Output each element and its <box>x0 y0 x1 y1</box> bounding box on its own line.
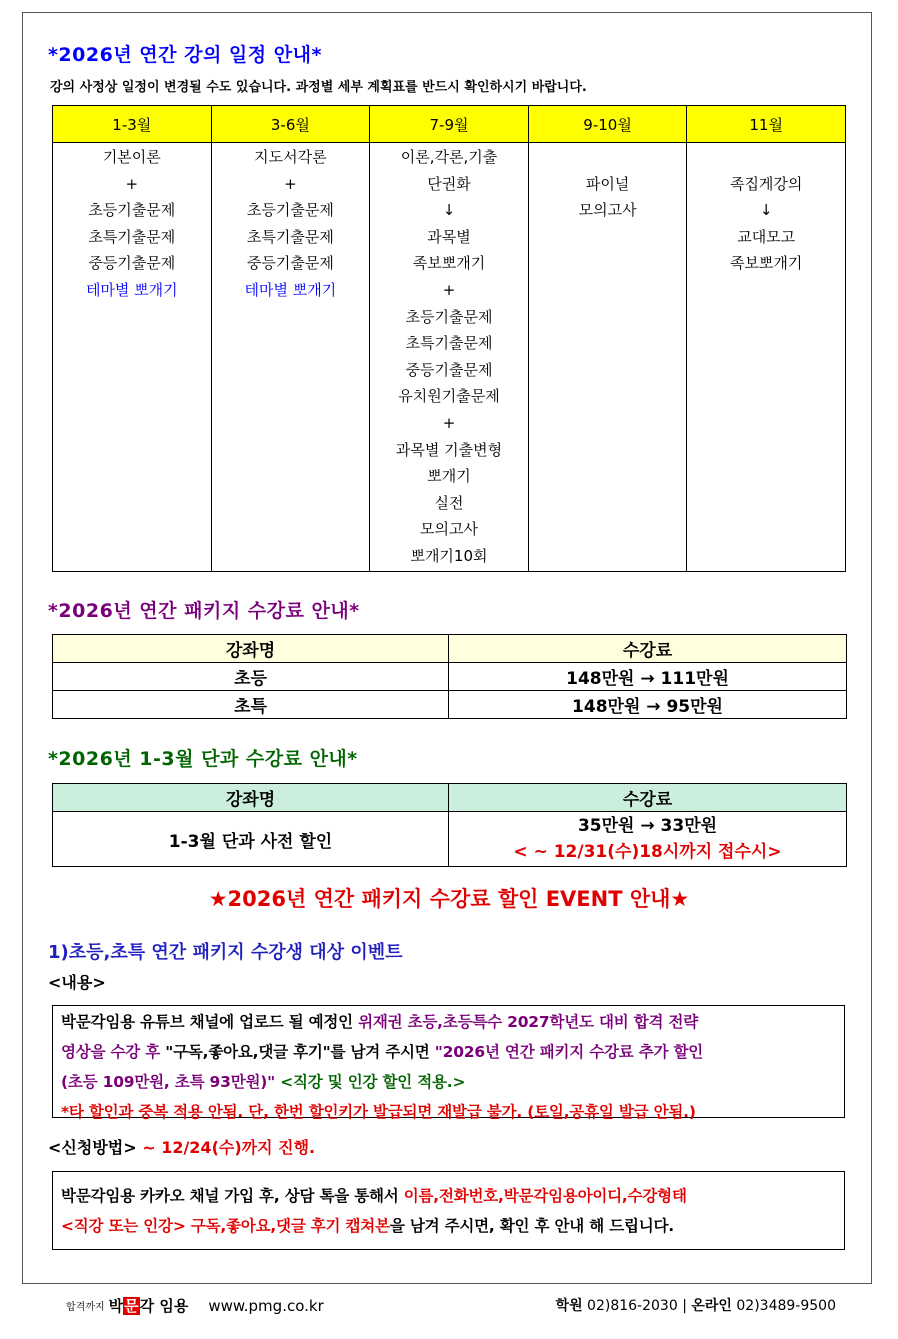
content-text: "구독,좋아요,댓글 후기"를 남겨 주시면 <box>160 1043 435 1061</box>
content-highlight: 영상을 수강 후 <box>61 1043 161 1061</box>
column-header: 강좌명 <box>53 635 449 663</box>
single-fee: 35만원 → 33만원 <box>577 816 718 836</box>
list-item: 과목별 <box>427 227 471 246</box>
list-item: 과목별 기출변형 <box>395 440 503 459</box>
schedule-cell-2 <box>211 143 370 572</box>
event-content-box <box>52 1005 845 1121</box>
list-item: 초특기출문제 <box>88 227 176 246</box>
footer-brand <box>66 1295 324 1316</box>
brand-logo <box>109 1295 189 1316</box>
schedule-table <box>52 105 846 572</box>
table-cell <box>449 812 847 867</box>
list-item: ↓ <box>759 201 773 220</box>
content-note: <직강 및 인강 할인 적용.> <box>275 1073 466 1091</box>
list-item: + <box>442 413 456 432</box>
column-header: 3-6월 <box>211 106 370 143</box>
list-item: 테마별 뽀개기 <box>244 280 337 299</box>
list-item: 초등기출문제 <box>405 307 493 326</box>
content-highlight: 위재권 초등,초등특수 2027학년도 대비 합격 전략 <box>358 1013 699 1031</box>
list-item: 이론,각론,기출 <box>400 148 498 166</box>
apply-label: <신청방법> <box>48 1138 137 1157</box>
apply-deadline: ~ 12/24(수)까지 진행. <box>136 1138 316 1157</box>
apply-text: 을 남겨 주시면, 확인 후 안내 해 드립니다. <box>389 1217 674 1235</box>
footer-separator: | <box>677 1298 692 1314</box>
content-warning: *타 할인과 중복 적용 안됨. 단, 한번 할인키가 발급되면 재발급 불가. (토일,공휴일 발급 안됨.) <box>61 1103 696 1121</box>
apply-text: 박문각임용 카카오 채널 가입 후, 상담 톡을 통해서 <box>61 1187 404 1205</box>
online-label: 온라인 <box>691 1298 732 1314</box>
list-item: 모의고사 <box>420 520 478 539</box>
content-text: 박문각임용 유튜브 채널에 업로드 될 예정인 <box>61 1013 359 1031</box>
list-item: 지도서각론 <box>254 148 327 166</box>
table-cell: 1-3월 단과 사전 할인 <box>53 812 449 867</box>
single-fee-table <box>52 783 847 867</box>
academy-label: 학원 <box>555 1298 583 1314</box>
list-item: + <box>284 174 297 193</box>
schedule-note: 강의 사정상 일정이 변경될 수도 있습니다. 과정별 세부 계획표를 반드시 확인하시기 바랍니다. <box>50 80 587 95</box>
list-item: 중등기출문제 <box>405 360 493 379</box>
column-header: 7-9월 <box>370 106 529 143</box>
list-item: 중등기출문제 <box>246 254 334 273</box>
apply-row <box>48 1135 315 1158</box>
event-title: ★2026년 연간 패키지 수강료 할인 EVENT 안내★ <box>208 887 690 911</box>
list-item: 족보뽀개기 <box>412 254 486 273</box>
footer-url[interactable]: www.pmg.co.kr <box>208 1296 324 1315</box>
apply-highlight: 이름,전화번호,박문각임용아이디,수강형태 <box>403 1187 687 1205</box>
list-item: 중등기출문제 <box>88 254 176 273</box>
package-title: *2026년 연간 패키지 수강료 안내* <box>48 600 360 622</box>
table-cell: 148만원 → 95만원 <box>449 691 847 719</box>
schedule-cell-5 <box>687 143 846 572</box>
schedule-title: *2026년 연간 강의 일정 안내* <box>48 44 322 66</box>
apply-box <box>52 1171 845 1250</box>
list-item: 족보뽀개기 <box>729 254 803 273</box>
content-highlight: (초등 109만원, 초특 93만원)" <box>61 1073 276 1091</box>
schedule-cell-4 <box>528 143 687 572</box>
list-item: 모의고사 <box>578 201 637 220</box>
column-header: 1-3월 <box>53 106 212 143</box>
list-item: 뽀개기 <box>427 467 471 486</box>
content-label: <내용> <box>48 973 106 992</box>
content-highlight: "2026년 연간 패키지 수강료 추가 할인 <box>434 1043 703 1061</box>
apply-highlight: <직강 또는 인강> 구독,좋아요,댓글 후기 캡쳐본 <box>61 1217 390 1235</box>
list-item: 유치원기출문제 <box>398 387 500 406</box>
schedule-cell-3 <box>370 143 529 572</box>
event-subtitle: 1)초등,초특 연간 패키지 수강생 대상 이벤트 <box>48 942 403 963</box>
list-item: 실전 <box>434 493 464 512</box>
list-item: 초특기출문제 <box>405 334 493 353</box>
list-item: 초등기출문제 <box>246 201 334 220</box>
list-item: + <box>125 174 139 193</box>
list-item: 기본이론 <box>102 148 161 166</box>
list-item: 족집게강의 <box>729 174 803 193</box>
list-item: 파이널 <box>585 174 630 193</box>
single-title: *2026년 1-3월 단과 수강료 안내* <box>48 748 358 770</box>
list-item: 단권화 <box>427 174 471 193</box>
logo-part: 각 <box>139 1297 155 1315</box>
footer-contact <box>556 1295 836 1315</box>
table-cell: 초특 <box>53 691 449 719</box>
table-cell: 148만원 → 111만원 <box>449 663 847 691</box>
list-item: 교대모고 <box>737 227 796 246</box>
single-deadline: < ~ 12/31(수)18시까지 접수시> <box>513 842 782 862</box>
list-item: 테마별 뽀개기 <box>85 280 178 299</box>
column-header: 수강료 <box>449 784 847 812</box>
column-header: 9-10월 <box>528 106 687 143</box>
column-header: 강좌명 <box>53 784 449 812</box>
list-item: + <box>442 280 456 299</box>
schedule-cell-1 <box>53 143 212 572</box>
logo-part: 임용 <box>154 1297 189 1315</box>
column-header: 수강료 <box>449 635 847 663</box>
academy-phone: 02)816-2030 <box>582 1298 678 1314</box>
list-item: 초특기출문제 <box>246 227 334 246</box>
footer-slogan: 합격까지 <box>66 1302 105 1313</box>
list-item: 초등기출문제 <box>88 201 176 220</box>
logo-part: 문 <box>124 1297 139 1315</box>
online-phone: 02)3489-9500 <box>731 1298 836 1314</box>
table-cell: 초등 <box>53 663 449 691</box>
logo-part: 박 <box>108 1297 124 1315</box>
package-fee-table <box>52 634 847 719</box>
column-header: 11월 <box>687 106 846 143</box>
list-item: ↓ <box>442 201 456 220</box>
list-item: 뽀개기10회 <box>410 546 488 565</box>
